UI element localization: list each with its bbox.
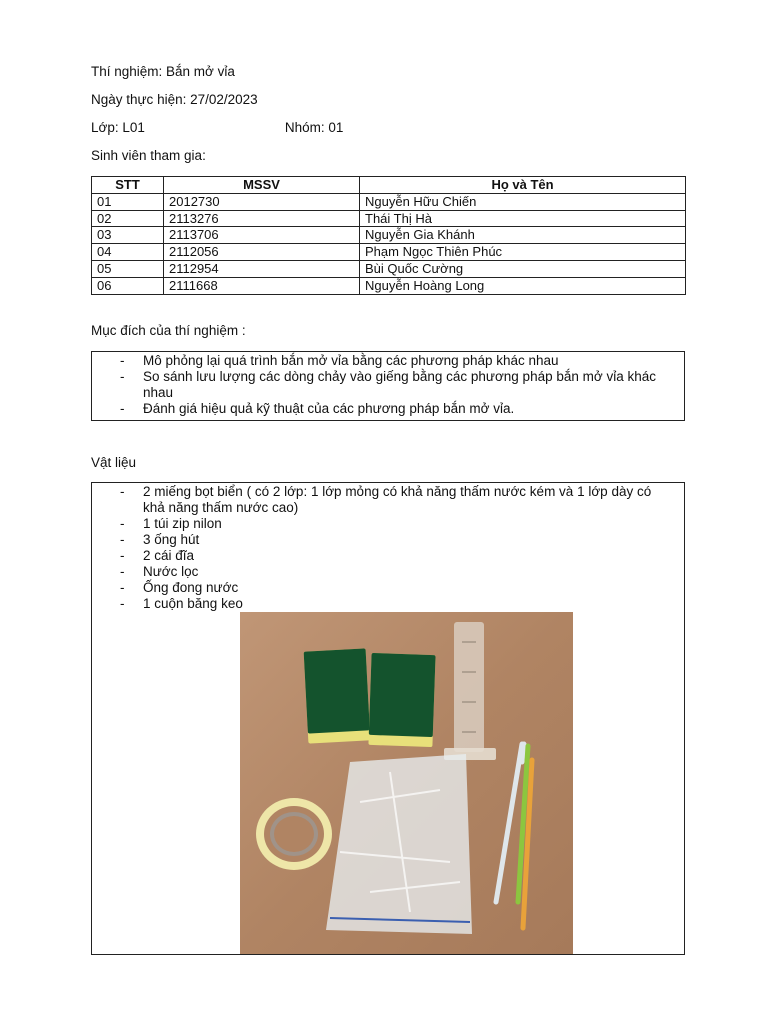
tape-roll-icon [256, 798, 332, 870]
cell-mssv: 2112056 [164, 244, 360, 261]
table-row [92, 227, 686, 244]
cell-stt: 01 [92, 193, 164, 210]
class-label: Lớp: L01 [91, 120, 145, 135]
purpose-list [92, 353, 684, 417]
experiment-title: Thí nghiệm: Bắn mở vỉa [91, 64, 235, 79]
list-item: - Đánh giá hiệu quả kỹ thuật của các phương pháp bắn mở vỉa. [92, 401, 684, 417]
materials-list [92, 484, 684, 612]
cell-mssv: 2111668 [164, 277, 360, 294]
purpose-box [91, 351, 685, 421]
cell-name: Nguyễn Gia Khánh [360, 227, 686, 244]
sponge-icon [304, 648, 371, 743]
materials-photo [240, 612, 573, 954]
column-header-name: Họ và Tên [360, 177, 686, 194]
cell-stt: 02 [92, 210, 164, 227]
list-item: - 2 cái đĩa [92, 548, 684, 564]
list-item: - 1 túi zip nilon [92, 516, 684, 532]
table-row [92, 277, 686, 294]
list-item: - So sánh lưu lượng các dòng chảy vào giếng bằng các phương pháp bắn mở vỉa khác nhau [92, 369, 684, 401]
column-header-mssv: MSSV [164, 177, 360, 194]
cell-mssv: 2112954 [164, 260, 360, 277]
list-item: - Ống đong nước [92, 580, 684, 596]
materials-heading: Vật liệu [91, 455, 137, 470]
sponge-icon [368, 653, 435, 747]
cell-stt: 04 [92, 244, 164, 261]
list-item: - 2 miếng bọt biển ( có 2 lớp: 1 lớp mỏng có khả năng thấm nước kém và 1 lớp dày có khả năng thấm nước cao) [92, 484, 684, 516]
cell-mssv: 2113276 [164, 210, 360, 227]
cell-name: Nguyễn Hữu Chiến [360, 193, 686, 210]
list-item: - 3 ống hút [92, 532, 684, 548]
table-row [92, 260, 686, 277]
group-label: Nhóm: 01 [284, 120, 344, 135]
class-group-line [91, 120, 343, 135]
list-item: - 1 cuộn băng keo [92, 596, 684, 612]
zip-bag-icon [326, 754, 472, 934]
column-header-stt: STT [92, 177, 164, 194]
cell-stt: 06 [92, 277, 164, 294]
cell-stt: 05 [92, 260, 164, 277]
participants-label: Sinh viên tham gia: [91, 148, 206, 163]
cell-mssv: 2113706 [164, 227, 360, 244]
table-header-row [92, 177, 686, 194]
materials-photo-illustration [240, 612, 573, 954]
cell-name: Nguyễn Hoàng Long [360, 277, 686, 294]
table-row [92, 193, 686, 210]
list-item: - Nước lọc [92, 564, 684, 580]
purpose-heading: Mục đích của thí nghiệm : [91, 323, 246, 338]
cell-stt: 03 [92, 227, 164, 244]
cell-mssv: 2012730 [164, 193, 360, 210]
cell-name: Phạm Ngọc Thiên Phúc [360, 244, 686, 261]
students-table [91, 176, 686, 295]
cell-name: Bùi Quốc Cường [360, 260, 686, 277]
list-item: - Mô phỏng lại quá trình bắn mở vỉa bằng các phương pháp khác nhau [92, 353, 684, 369]
experiment-date: Ngày thực hiện: 27/02/2023 [91, 92, 258, 107]
table-row [92, 210, 686, 227]
cell-name: Thái Thị Hà [360, 210, 686, 227]
table-row [92, 244, 686, 261]
